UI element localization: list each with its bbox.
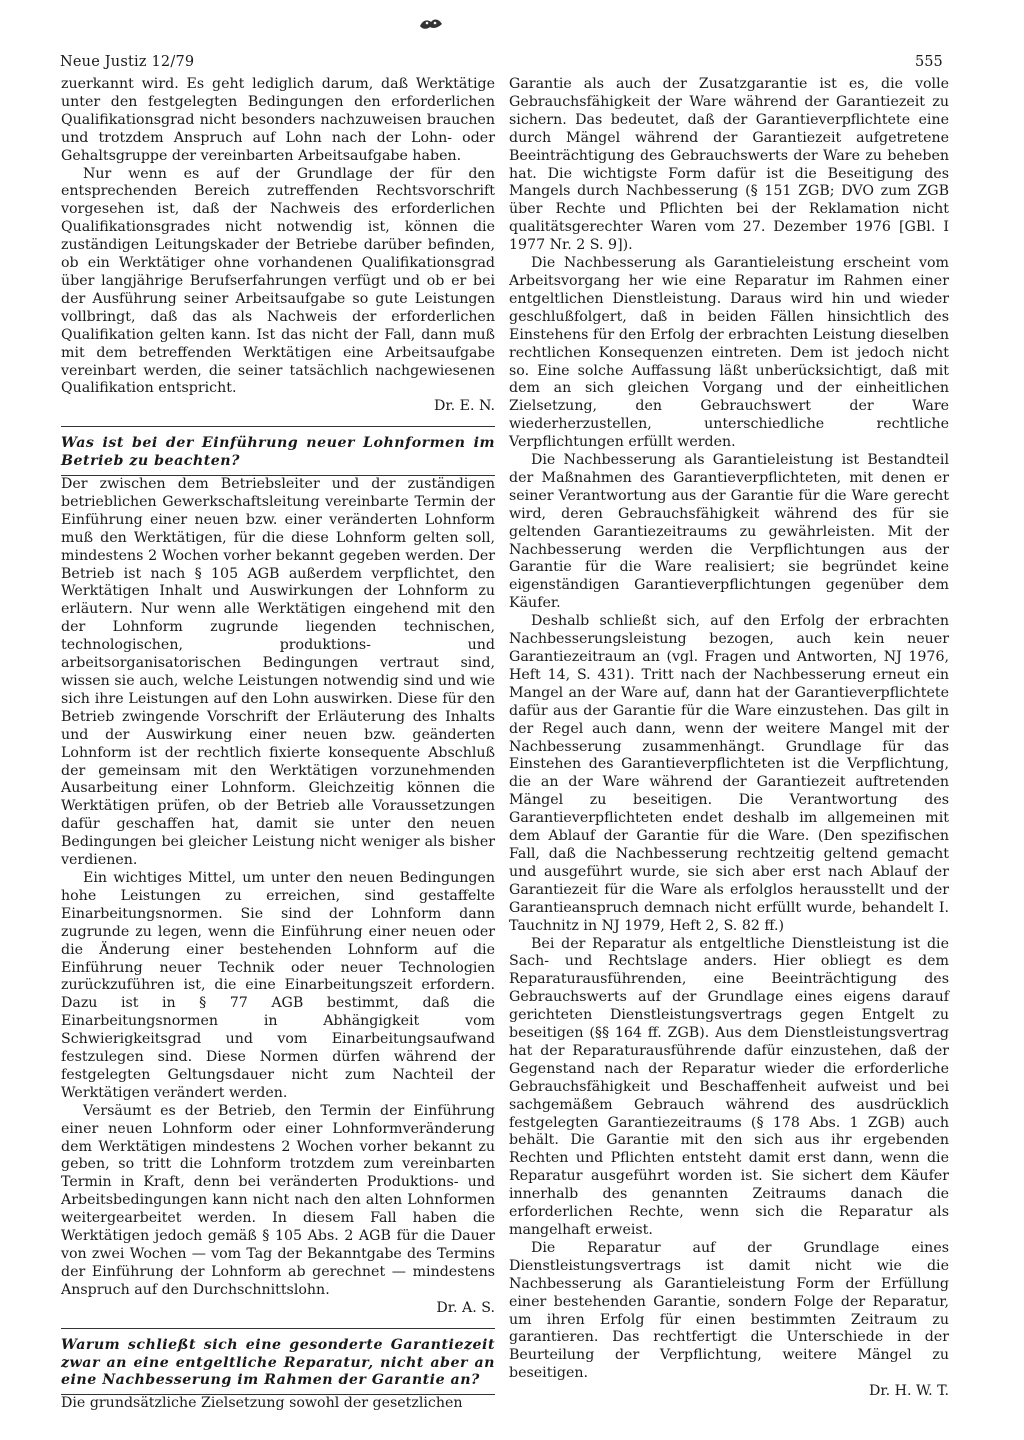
page-number: 555 xyxy=(915,54,943,70)
journal-issue: Neue Justiz 12/79 xyxy=(60,54,195,70)
author-signature: Dr. A. S. xyxy=(436,1299,495,1316)
left-column xyxy=(61,76,495,1413)
divider xyxy=(61,426,495,427)
paragraph: Die grundsätzliche Zielsetzung sowohl der gesetzlichen xyxy=(61,1395,463,1412)
paragraph: Versäumt es der Betrieb, den Termin der Einführung einer neuen Lohnform oder einer Lohnformveränderung dem Werktätigen mindestens 2 Wochen vorher bekannt zu geben, so tritt die Lohnform trotzdem zum vereinbarten Termin in Kraft, denn bei veränderten Produktions- und Arbeitsbedingungen kann nicht nach den alten Lohnformen weitergearbeitet werden. In diesem Fall haben die Werktätigen jedoch gemäß § 105 Abs. 2 AGB für die Dauer von zwei Wochen — vom Tag der Bekanntgabe des Termins der Einführung der Lohnform ab gerechnet — mindestens Anspruch auf den Durchschnittslohn. xyxy=(61,1102,495,1298)
paragraph: Garantie als auch der Zusatzgarantie ist es, die volle Gebrauchsfähigkeit der Ware während der Garantiezeit zu sichern. Das bedeutet, daß der Garantieverpflichtete eine durch Mängel während der Garantiezeit aufgetretene Beeinträchtigung des Gebrauchswerts der Ware zu beheben hat. Die wichtigste Form dafür ist die Beseitigung des Mangels durch Nachbesserung (§ 151 ZGB; DVO zum ZGB über Rechte und Pflichten bei der Reklamation nicht qualitätsgerechter Waren vom 27. Dezember 1976 [GBl. I 1977 Nr. 2 S. 9]). xyxy=(509,76,949,254)
paragraph: Ein wichtiges Mittel, um unter den neuen Bedingungen hohe Leistungen zu erreichen, sind gestaffelte Einarbeitungsnormen. Sie sind der Lohnform dann zugrunde zu legen, wenn die Einführung einer neuen oder die Änderung einer bestehenden Lohnform auf die Einführung neuer Technik oder neuer Technologien zurückzuführen ist, die eine Einarbeitungszeit erfordern. Dazu ist in § 77 AGB bestimmt, daß die Einarbeitungsnormen in Abhängigkeit vom Schwierigkeitsgrad und vom Einarbeitungsaufwand festzulegen sind. Diese Normen dürfen während der festgelegten Geltungsdauer nicht zum Nachteil der Werktätigen verändert werden. xyxy=(61,869,495,1101)
publisher-logo xyxy=(418,16,444,32)
paragraph: Deshalb schließt sich, auf den Erfolg der erbrachten Nachbesserungsleistung bezogen, auch kein neuer Garantiezeitraum an (vgl. Fragen und Antworten, NJ 1976, Heft 14, S. 431). Tritt nach der Nachbesserung erneut ein Mangel an der Ware auf, dann hat der Garantieverpflichtete dafür aus der Garantie für die Ware einzustehen. Das gilt in der Regel auch dann, wenn der weitere Mangel mit der Nachbesserung zusammenhängt. Grundlage für das Einstehen des Garantieverpflichteten ist die Verpflichtung, die an der Ware während der Garantiezeit auftretenden Mängel zu beseitigen. Die Verantwortung des Garantieverpflichteten endet deshalb im allgemeinen mit dem Ablauf der Garantie für die Ware. (Den spezifischen Fall, daß die Nachbesserung rechtzeitig geltend gemacht und ausgeführt wurde, sie sich aber erst nach Ablauf der Garantiezeit für die Ware als erfolglos herausstellt und der Garantieanspruch demnach nicht erfüllt wurde, behandelt I. Tauchnitz in NJ 1979, Heft 2, S. 82 ff.) xyxy=(509,613,949,934)
divider xyxy=(61,1328,495,1329)
paragraph: Die Nachbesserung als Garantieleistung ist Bestandteil der Maßnahmen des Garantieverpflichteten, mit denen er seiner Verantwortung aus der Garantie für die Ware gerecht wird, deren Gebrauchsfähigkeit während des für sie geltenden Garantiezeitraums zu gewährleisten. Mit der Nachbesserung werden die Verpflichtungen aus der Garantie für die Ware realisiert; sie begründet keine eigenständigen Garantieverpflichtungen gegenüber dem Käufer. xyxy=(509,452,949,612)
paragraph: zuerkannt wird. Es geht lediglich darum, daß Werktätige unter den festgelegten Bedingungen den erforderlichen Qualifikationsgrad nicht besonders nachzuweisen brauchen und trotzdem Anspruch auf Lohn nach der Lohn- oder Gehaltsgruppe der vereinbarten Arbeitsaufgabe haben. xyxy=(61,76,495,164)
question-heading: Warum schließt sich eine gesonderte Garantiezeit zwar an eine entgeltliche Reparatur, nicht aber an eine Nachbesserung im Rahmen der Garantie an? xyxy=(61,1337,495,1396)
author-signature: Dr. E. N. xyxy=(433,398,495,415)
right-column xyxy=(509,76,949,1401)
paragraph: Nur wenn es auf der Grundlage der für den entsprechenden Bereich zutreffenden Rechtsvorschrift vorgesehen ist, daß der Nachweis des erforderlichen Qualifikationsgrades nicht notwendig ist, können die zuständigen Leitungskader der Betriebe darüber befinden, ob ein Werktätiger ohne vorhandenen Qualifikationsgrad über langjährige Berufserfahrungen verfügt und ob er bei der Ausführung seiner Arbeitsaufgabe so gute Leistungen vollbringt, daß das als Nachweis der erforderlichen Qualifikation gelten kann. Ist das nicht der Fall, dann muß mit dem betreffenden Werktätigen eine Arbeitsaufgabe vereinbart werden, die seiner tatsächlich nachgewiesenen Qualifikation entspricht. xyxy=(61,165,495,397)
paragraph: Die Reparatur auf der Grundlage eines Dienstleistungsvertrags ist damit nicht wie die Nachbesserung als Garantieleistung Form der Erfüllung einer bestehenden Garantie, sondern Folge der Reparatur, um ihren Erfolg für einen bestimmten Zeitraum zu garantieren. Das rechtfertigt die Unterschiede in der Beurteilung der Verpflichtung, weitere Mängel zu beseitigen. xyxy=(509,1239,949,1382)
author-signature: Dr. H. W. T. xyxy=(868,1383,949,1400)
paragraph: Bei der Reparatur als entgeltliche Dienstleistung ist die Sach- und Rechtslage anders. Hier obliegt es dem Reparaturausführenden, eine Beeinträchtigung des Gebrauchswerts auf der Grundlage eines eigens darauf gerichteten Dienstleistungsvertrags gegen Entgelt zu beseitigen (§§ 164 ff. ZGB). Aus dem Dienstleistungsvertrag hat der Reparaturausführende dafür einzustehen, daß der Gegenstand nach der Reparatur wieder die erforderliche Gebrauchsfähigkeit und Beschaffenheit aufweist und bei sachgemäßem Gebrauch während des ausdrücklich festgelegten Garantiezeitraums (§ 178 Abs. 1 ZGB) auch behält. Die Garantie mit den sich aus ihr ergebenden Rechten und Pflichten entsteht damit erst dann, wenn die Reparatur ausgeführt worden ist. Sie sichert dem Käufer innerhalb des genannten Zeitraums danach die erforderlichen Rechte, wenn sich die Reparatur als mangelhaft erweist. xyxy=(509,935,949,1238)
paragraph: Der zwischen dem Betriebsleiter und der zuständigen betrieblichen Gewerkschaftsleitung vereinbarte Termin der Einführung einer neuen bzw. einer veränderten Lohnform muß den Werktätigen, für die diese Lohnform gelten soll, mindestens 2 Wochen vorher bekannt gegeben werden. Der Betrieb ist nach § 105 AGB außerdem verpflichtet, den Werktätigen Inhalt und Auswirkungen der Lohnform zu erläutern. Nur wenn alle Werktätigen eingehend mit den der Lohnform zugrunde liegenden technischen, technologischen, produktions- und arbeitsorganisatorischen Bedingungen vertraut sind, wissen sie auch, welche Leistungen notwendig sind und wie sich ihre Leistungen auf den Lohn auswirken. Diese für den Betrieb zwingende Vorschrift der Erläuterung des Inhalts und der Auswirkung einer neuen bzw. geänderten Lohnform ist der rechtlich fixierte konsequente Abschluß der gemeinsam mit den Werktätigen vorzunehmenden Ausarbeitung einer Lohnform. Gleichzeitig können die Werktätigen prüfen, ob der Betrieb alle Voraussetzungen dafür geschaffen hat, damit sie unter den neuen Bedingungen bei gleicher Leistung nicht weniger als bisher verdienen. xyxy=(61,476,495,869)
paragraph: Die Nachbesserung als Garantieleistung erscheint vom Arbeitsvorgang her wie eine Reparatur im Rahmen einer entgeltlichen Dienstleistung. Daraus wird hin und wieder geschlußfolgert, daß in beiden Fällen hinsichtlich des Einstehens für den Erfolg der erbrachten Leistung dieselben rechtlichen Konsequenzen eintreten. Dem ist jedoch nicht so. Eine solche Auffassung läßt unberücksichtigt, daß mit dem an sich gleichen Vorgang und der einheitlichen Zielsetzung, den Gebrauchswert der Ware wiederherzustellen, unterschiedliche rechtliche Verpflichtungen erfüllt werden. xyxy=(509,255,949,451)
question-heading: Was ist bei der Einführung neuer Lohnformen im Betrieb zu beachten? xyxy=(61,435,495,476)
